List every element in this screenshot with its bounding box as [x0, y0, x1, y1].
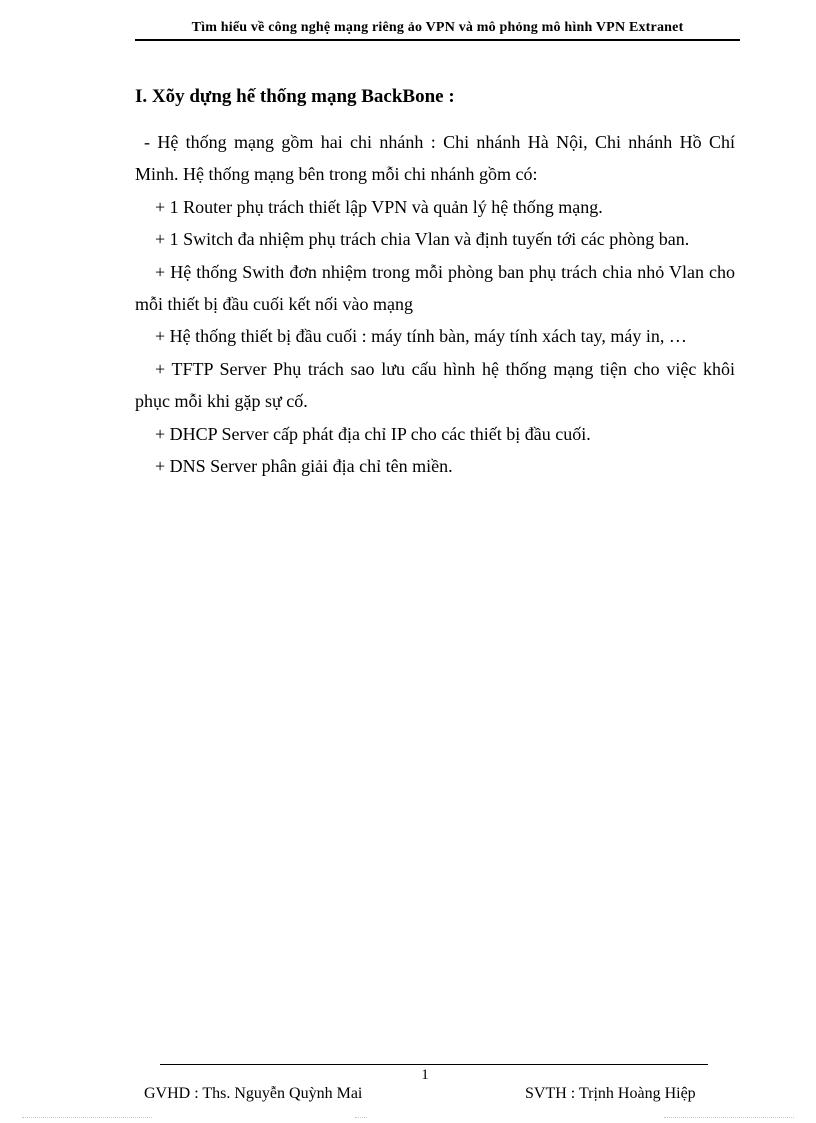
list-item-dns-server: + DNS Server phân giải địa chỉ tên miền.: [155, 456, 453, 477]
page-number: 1: [421, 1067, 429, 1083]
page-edge-dots-left: [22, 1117, 152, 1118]
page-edge-dots-right: [664, 1117, 794, 1118]
section-heading: I. Xõy dựng hế thống mạng BackBone :: [135, 86, 455, 107]
footer-advisor: GVHD : Ths. Nguyễn Quỳnh Mai: [144, 1085, 363, 1102]
footer-student: SVTH : Trịnh Hoàng Hiệp: [525, 1085, 696, 1102]
list-item-switch: + 1 Switch đa nhiệm phụ trách chia Vlan và định tuyến tới các phòng ban.: [155, 229, 690, 250]
running-header: Tìm hiểu về công nghệ mạng riêng ảo VPN và mô phỏng mô hình VPN Extranet: [191, 20, 684, 35]
list-item-access-switch: + Hệ thống Swith đơn nhiệm trong mỗi phòng ban phụ trách chia nhỏ Vlan cho mỗi thiết bị đầu cuối kết nối vào mạng: [135, 261, 735, 315]
list-item-tftp-server: + TFTP Server Phụ trách sao lưu cấu hình hệ thống mạng tiện cho việc khôi phục mỗi khi gặp sự cố.: [135, 358, 735, 412]
list-item-dhcp-server: + DHCP Server cấp phát địa chỉ IP cho các thiết bị đầu cuối.: [155, 423, 591, 444]
header-divider: [135, 39, 740, 41]
body-text: [135, 126, 735, 482]
footer-divider: [160, 1064, 708, 1065]
page-edge-dots-center: [355, 1117, 367, 1118]
list-item-router: + 1 Router phụ trách thiết lập VPN và quản lý hệ thống mạng.: [155, 196, 603, 217]
intro-paragraph: - Hệ thống mạng gồm hai chi nhánh : Chi nhánh Hà Nội, Chi nhánh Hồ Chí Minh. Hệ thống mạng bên trong mỗi chi nhánh gồm có:: [135, 132, 735, 185]
list-item-end-devices: + Hệ thống thiết bị đầu cuối : máy tính bàn, máy tính xách tay, máy in, …: [155, 326, 687, 347]
